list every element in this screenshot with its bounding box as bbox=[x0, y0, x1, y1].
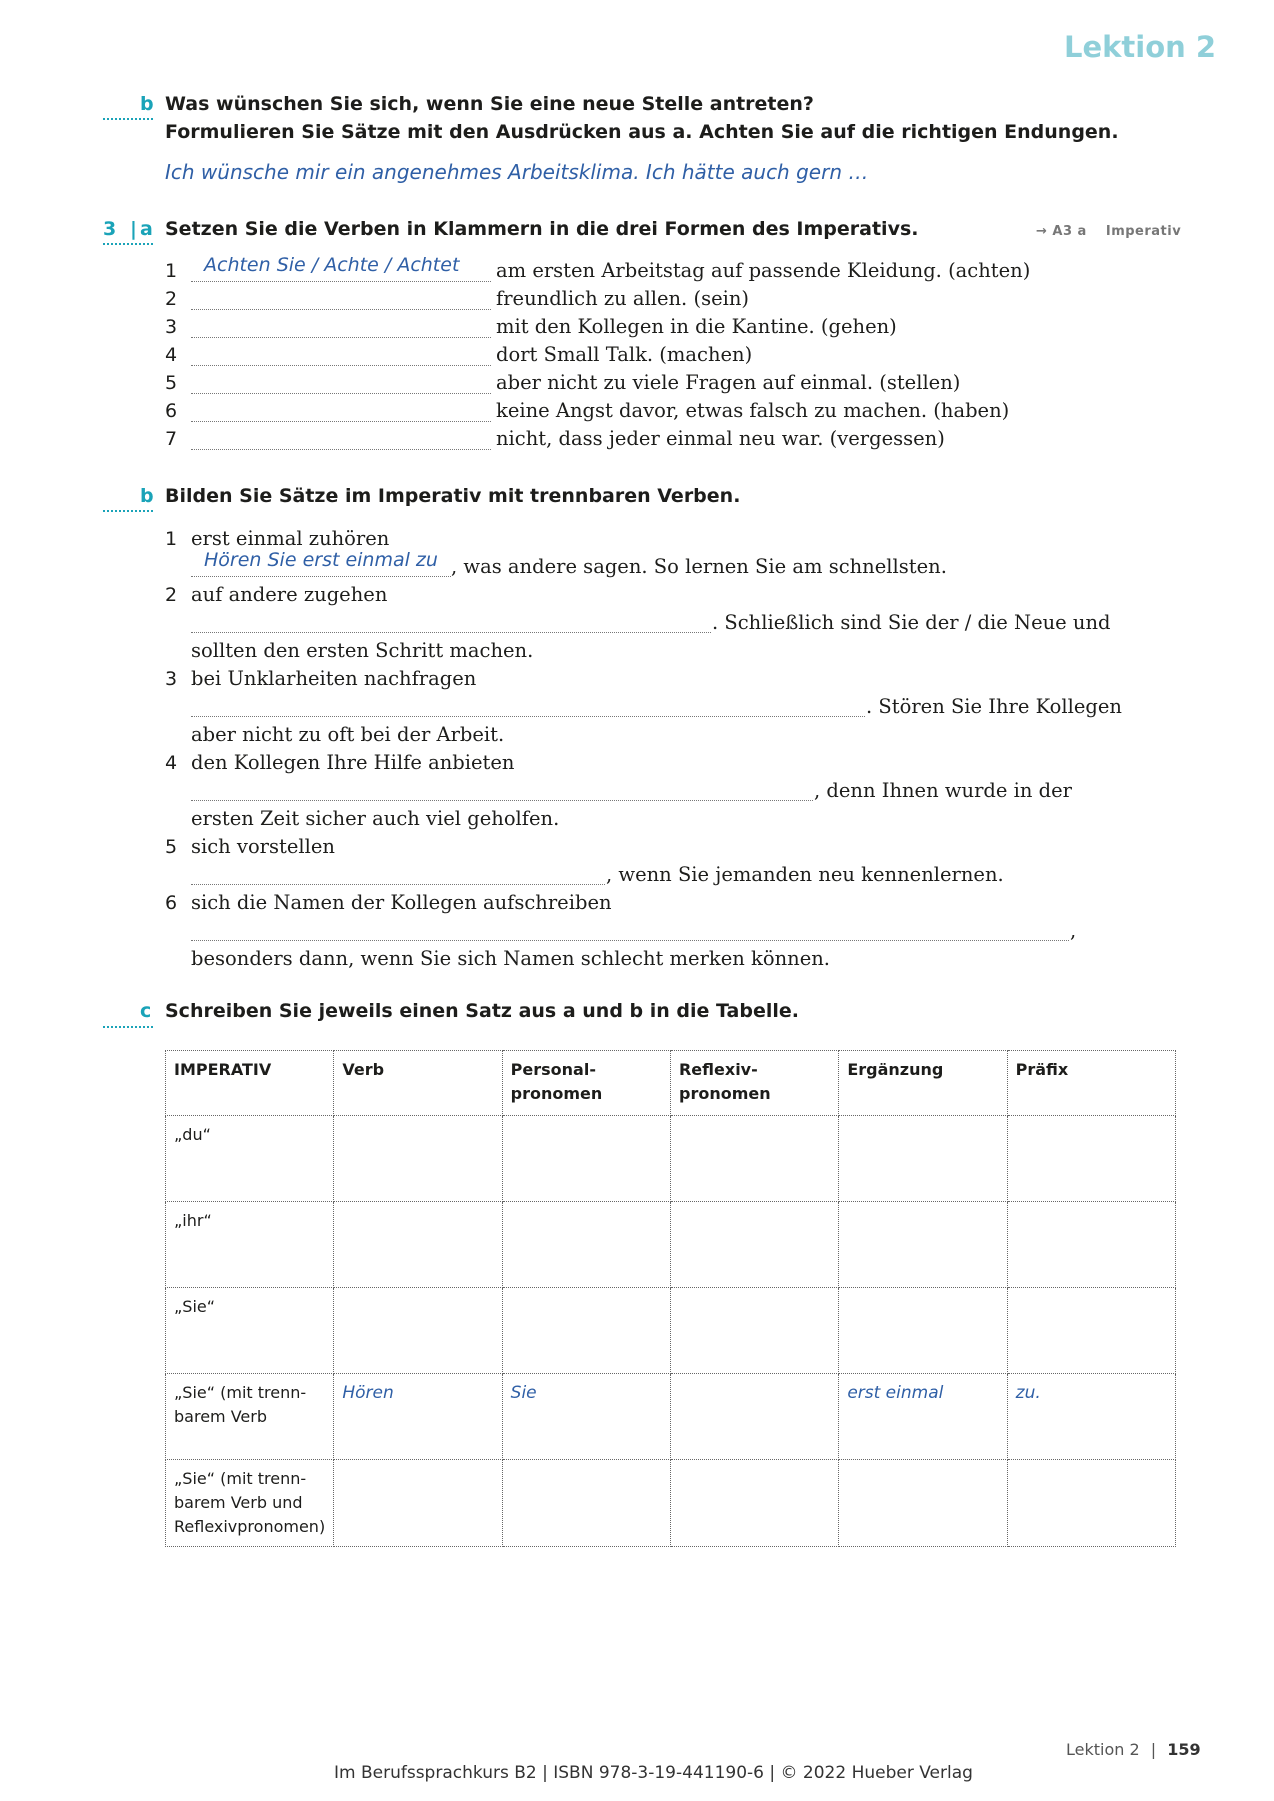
task-3c-label: c bbox=[140, 1000, 152, 1022]
imperative-table bbox=[165, 1050, 1176, 1547]
column-header: Verb bbox=[334, 1051, 502, 1116]
item-prompt: bei Unklarheiten nachfragen bbox=[191, 667, 477, 690]
item-continuation: . Stören Sie Ihre Kollegen bbox=[866, 695, 1122, 718]
table-row bbox=[166, 1202, 1176, 1288]
table-header-row bbox=[166, 1051, 1176, 1116]
answer-blank[interactable] bbox=[191, 365, 491, 366]
item-number: 5 bbox=[165, 836, 178, 858]
row-label: „du“ bbox=[166, 1116, 334, 1202]
item-prompt: erst einmal zuhören bbox=[191, 527, 390, 550]
task-3-number: 3 bbox=[103, 218, 117, 240]
item-number: 3 bbox=[165, 316, 178, 338]
table-cell[interactable] bbox=[334, 1460, 502, 1547]
table-cell[interactable] bbox=[839, 1288, 1007, 1374]
answer-blank[interactable] bbox=[191, 800, 813, 801]
item-number: 3 bbox=[165, 668, 178, 690]
item-continuation-line: aber nicht zu oft bei der Arbeit. bbox=[191, 723, 505, 746]
task-3a-marker bbox=[103, 243, 153, 245]
item-prompt: sich die Namen der Kollegen aufschreiben bbox=[191, 891, 612, 914]
row-label: „Sie“ bbox=[166, 1288, 334, 1374]
column-header: Ergänzung bbox=[839, 1051, 1007, 1116]
task-2b-instruction-2: Formulieren Sie Sätze mit den Ausdrücken aus a. Achten Sie auf die richtigen Endungen. bbox=[165, 121, 1119, 143]
footer-credit: Im Berufssprachkurs B2 | ISBN 978-3-19-441190-6 | © 2022 Hueber Verlag bbox=[334, 1763, 973, 1783]
task-3a-label: a bbox=[140, 218, 153, 240]
answer-blank[interactable] bbox=[191, 449, 491, 450]
table-cell[interactable] bbox=[1007, 1288, 1175, 1374]
row-label: „ihr“ bbox=[166, 1202, 334, 1288]
task-3b-label: b bbox=[140, 485, 154, 507]
answer-blank[interactable] bbox=[191, 716, 865, 717]
item-continuation: , bbox=[1070, 919, 1077, 942]
item-answer-handwritten: Achten Sie / Achte / Achtet bbox=[204, 254, 460, 276]
item-continuation-line: sollten den ersten Schritt machen. bbox=[191, 639, 534, 662]
page-number: 159 bbox=[1167, 1740, 1201, 1759]
task-3-separator: | bbox=[130, 218, 137, 240]
table-cell[interactable] bbox=[334, 1116, 502, 1202]
table-cell[interactable] bbox=[670, 1374, 838, 1460]
table-row bbox=[166, 1374, 1176, 1460]
table-cell[interactable] bbox=[670, 1202, 838, 1288]
item-prompt: den Kollegen Ihre Hilfe anbieten bbox=[191, 751, 515, 774]
answer-blank[interactable] bbox=[191, 940, 1069, 941]
task-3c-marker bbox=[103, 1026, 153, 1028]
item-number: 1 bbox=[165, 528, 178, 550]
reference-code: → A3 a bbox=[1036, 224, 1087, 239]
item-text: nicht, dass jeder einmal neu war. (vergessen) bbox=[496, 427, 945, 450]
answer-blank[interactable] bbox=[191, 576, 451, 577]
table-cell-prefix[interactable]: zu. bbox=[1007, 1374, 1175, 1460]
column-header: Personal- pronomen bbox=[502, 1051, 670, 1116]
footer-page-info bbox=[1066, 1740, 1201, 1759]
task-3b-marker bbox=[103, 510, 153, 512]
item-number: 6 bbox=[165, 892, 178, 914]
table-cell-complement[interactable]: erst einmal bbox=[839, 1374, 1007, 1460]
item-continuation-line: besonders dann, wenn Sie sich Namen schlecht merken können. bbox=[191, 947, 830, 970]
item-text: dort Small Talk. (machen) bbox=[496, 343, 753, 366]
item-continuation-line: ersten Zeit sicher auch viel geholfen. bbox=[191, 807, 560, 830]
table-cell[interactable] bbox=[839, 1116, 1007, 1202]
footer-lektion: Lektion 2 bbox=[1066, 1740, 1140, 1759]
item-number: 2 bbox=[165, 288, 178, 310]
answer-blank[interactable] bbox=[191, 884, 605, 885]
answer-blank[interactable] bbox=[191, 421, 491, 422]
task-2b-marker bbox=[103, 118, 153, 120]
table-cell[interactable] bbox=[334, 1288, 502, 1374]
item-text: mit den Kollegen in die Kantine. (gehen) bbox=[496, 315, 897, 338]
answer-blank[interactable] bbox=[191, 393, 491, 394]
reference-topic: Imperativ bbox=[1105, 224, 1182, 239]
table-cell[interactable] bbox=[334, 1202, 502, 1288]
task-2b-handwritten-example: Ich wünsche mir ein angenehmes Arbeitsklima. Ich hätte auch gern … bbox=[165, 160, 869, 184]
item-text: am ersten Arbeitstag auf passende Kleidung. (achten) bbox=[496, 259, 1031, 282]
table-cell[interactable] bbox=[839, 1460, 1007, 1547]
answer-blank[interactable] bbox=[191, 309, 491, 310]
item-continuation: , denn Ihnen wurde in der bbox=[814, 779, 1072, 802]
item-prompt: auf andere zugehen bbox=[191, 583, 388, 606]
table-cell[interactable] bbox=[502, 1460, 670, 1547]
answer-blank[interactable] bbox=[191, 632, 711, 633]
item-continuation: . Schließlich sind Sie der / die Neue und bbox=[712, 611, 1111, 634]
item-prompt: sich vorstellen bbox=[191, 835, 335, 858]
column-header: Präfix bbox=[1007, 1051, 1175, 1116]
table-row bbox=[166, 1460, 1176, 1547]
item-text: aber nicht zu viele Fragen auf einmal. (stellen) bbox=[496, 371, 961, 394]
table-cell[interactable] bbox=[1007, 1116, 1175, 1202]
item-number: 7 bbox=[165, 428, 178, 450]
table-cell[interactable] bbox=[1007, 1460, 1175, 1547]
task-3b-instruction: Bilden Sie Sätze im Imperativ mit trennbaren Verben. bbox=[165, 485, 741, 507]
item-number: 6 bbox=[165, 400, 178, 422]
answer-blank[interactable] bbox=[191, 337, 491, 338]
row-label: „Sie“ (mit trenn- barem Verb bbox=[166, 1374, 334, 1460]
item-number: 4 bbox=[165, 752, 178, 774]
item-text: freundlich zu allen. (sein) bbox=[496, 287, 750, 310]
table-row bbox=[166, 1116, 1176, 1202]
lektion-heading: Lektion 2 bbox=[1064, 30, 1217, 64]
answer-blank[interactable] bbox=[191, 281, 491, 282]
table-cell-personal-pronoun[interactable]: Sie bbox=[502, 1374, 670, 1460]
table-cell[interactable] bbox=[670, 1116, 838, 1202]
item-number: 2 bbox=[165, 584, 178, 606]
table-cell[interactable] bbox=[502, 1288, 670, 1374]
table-row bbox=[166, 1288, 1176, 1374]
table-cell[interactable] bbox=[670, 1288, 838, 1374]
task-3a-instruction: Setzen Sie die Verben in Klammern in die drei Formen des Imperativs. bbox=[165, 218, 919, 240]
task-2b-label: b bbox=[140, 93, 154, 115]
row-label: „Sie“ (mit trenn- barem Verb und Reflexivpronomen) bbox=[166, 1460, 334, 1547]
column-header: IMPERATIV bbox=[166, 1051, 334, 1116]
footer-separator: | bbox=[1150, 1740, 1157, 1759]
item-text: keine Angst davor, etwas falsch zu machen. (haben) bbox=[496, 399, 1010, 422]
column-header: Reflexiv- pronomen bbox=[670, 1051, 838, 1116]
task-3a-reference bbox=[1036, 224, 1181, 239]
item-continuation: , wenn Sie jemanden neu kennenlernen. bbox=[606, 863, 1004, 886]
task-3c-instruction: Schreiben Sie jeweils einen Satz aus a und b in die Tabelle. bbox=[165, 1000, 799, 1022]
table-cell[interactable] bbox=[670, 1460, 838, 1547]
table-cell[interactable] bbox=[502, 1202, 670, 1288]
table-cell-verb[interactable]: Hören bbox=[334, 1374, 502, 1460]
item-answer-handwritten: Hören Sie erst einmal zu bbox=[204, 549, 438, 571]
item-continuation: , was andere sagen. So lernen Sie am schnellsten. bbox=[451, 555, 947, 578]
item-number: 5 bbox=[165, 372, 178, 394]
table-cell[interactable] bbox=[1007, 1202, 1175, 1288]
table-cell[interactable] bbox=[502, 1116, 670, 1202]
task-2b-instruction-1: Was wünschen Sie sich, wenn Sie eine neue Stelle antreten? bbox=[165, 93, 814, 115]
item-number: 4 bbox=[165, 344, 178, 366]
item-number: 1 bbox=[165, 260, 178, 282]
table-cell[interactable] bbox=[839, 1202, 1007, 1288]
